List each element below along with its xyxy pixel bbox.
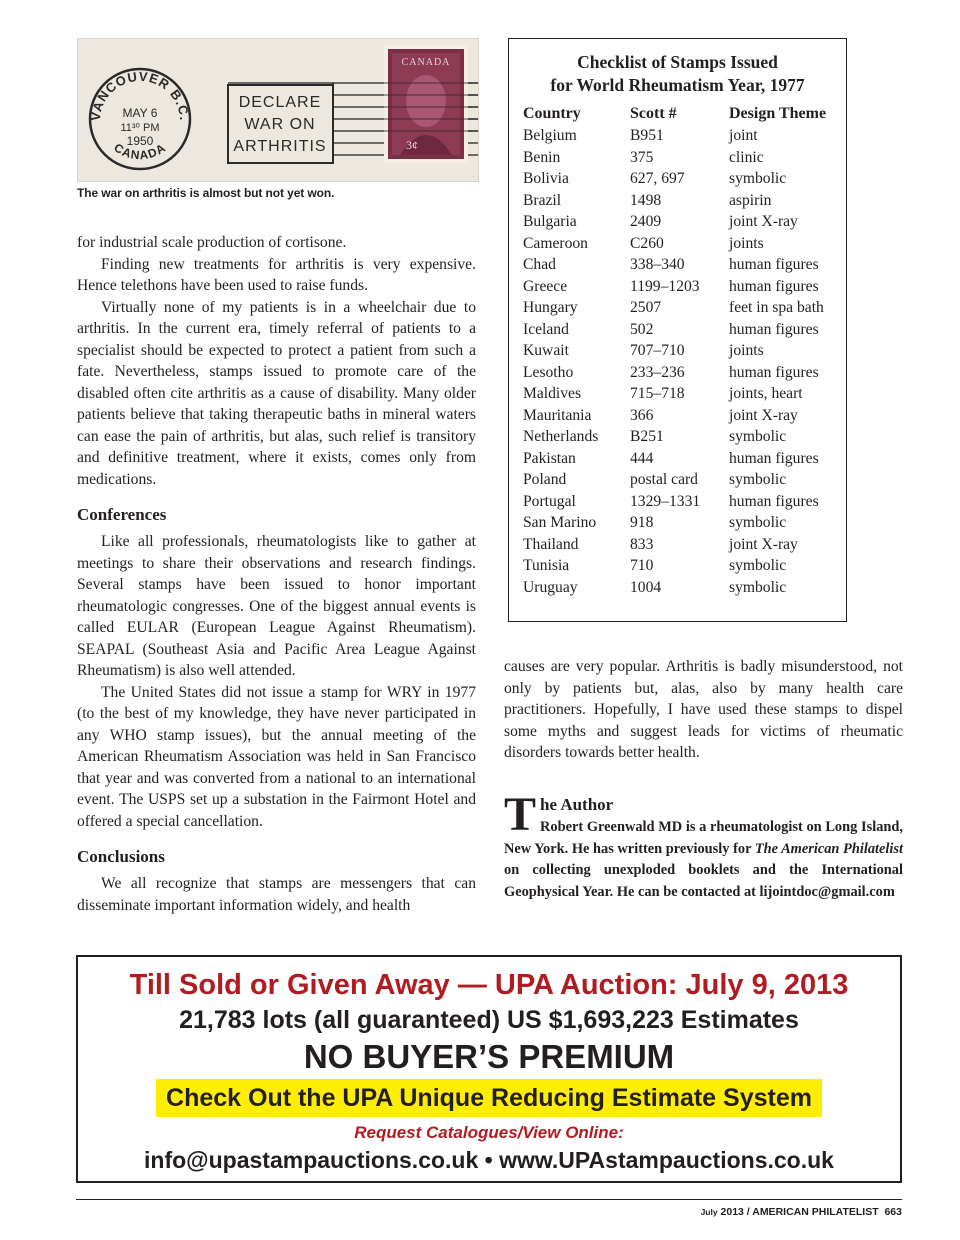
cell-country: Bolivia <box>523 170 569 187</box>
slogan-line-1: DECLARE <box>238 94 322 111</box>
cell-country: Poland <box>523 471 567 488</box>
paragraph: Finding new treatments for arthritis is very expensive. Hence telethons have been used to raise funds. <box>77 255 476 294</box>
table-row <box>523 534 826 556</box>
cell-design-theme: joints <box>729 342 764 359</box>
table-row <box>523 168 826 190</box>
header-scott: Scott # <box>630 105 677 122</box>
cell-country: Benin <box>523 148 561 166</box>
cell-country: Lesotho <box>523 363 574 381</box>
checklist-title <box>509 51 846 97</box>
table-row <box>523 405 826 427</box>
cell-scott-number: 338–340 <box>630 256 685 273</box>
slogan-line-3: ARTHRITIS <box>233 138 327 155</box>
table-row <box>523 448 826 470</box>
cell-design-theme: feet in spa bath <box>729 299 824 316</box>
cell-scott-number: 375 <box>630 148 654 166</box>
section-heading-conferences: Conferences <box>77 505 167 524</box>
cell-country: Iceland <box>523 320 569 338</box>
cell-country: Belgium <box>523 127 577 144</box>
postmark-date: MAY 6 <box>122 106 158 120</box>
cell-country: Brazil <box>523 191 562 209</box>
cell-design-theme: human figures <box>729 363 819 381</box>
postmark-year: 1950 <box>126 134 154 148</box>
author-bio <box>504 787 903 904</box>
ad-contact-links[interactable]: info@upastampauctions.co.uk • www.UPAstampauctions.co.uk <box>144 1147 834 1173</box>
cell-scott-number: 1498 <box>630 191 662 209</box>
table-row <box>523 340 826 362</box>
cell-country: Hungary <box>523 299 578 316</box>
cell-scott-number: 707–710 <box>630 342 685 359</box>
cell-design-theme: symbolic <box>729 514 787 531</box>
cell-country: Pakistan <box>523 449 576 467</box>
table-row <box>523 147 826 169</box>
cell-scott-number: 1004 <box>630 578 662 596</box>
table-row <box>523 491 826 513</box>
cell-scott-number: 1199–1203 <box>630 277 700 295</box>
cell-design-theme: symbolic <box>729 428 787 445</box>
cell-scott-number: 2409 <box>630 213 662 230</box>
paragraph: for industrial scale production of cortisone. <box>77 234 347 251</box>
cell-country: Mauritania <box>523 406 592 424</box>
cell-country: Cameroon <box>523 234 588 252</box>
paragraph: Like all professionals, rheumatologists like to gather at meetings to share their observations and research findings. Several stamps have been issued to honor important rheumatologic congresses. One of the biggest annual events is called EULAR (European League Against Rheumatism). SEAPAL (Southeast Asia and Pacific Area League Against Rheumatism) is also well attended. <box>77 533 476 679</box>
section-heading-conclusions: Conclusions <box>77 847 165 866</box>
cover-caption: The war on arthritis is almost but not yet won. <box>77 186 335 200</box>
table-row <box>523 211 826 233</box>
postmark-country: CANADA <box>111 140 169 163</box>
table-row <box>523 276 826 298</box>
header-country: Country <box>523 105 581 122</box>
checklist-title-line-2: for World Rheumatism Year, 1977 <box>550 75 805 95</box>
cell-scott-number: 627, 697 <box>630 170 685 187</box>
cell-scott-number: 833 <box>630 535 654 553</box>
paragraph: We all recognize that stamps are messengers that can disseminate important information widely, and health <box>77 875 476 914</box>
table-row <box>523 190 826 212</box>
cell-country: Thailand <box>523 535 579 553</box>
postage-stamp <box>384 45 478 163</box>
table-row <box>523 512 826 534</box>
cell-scott-number: B951 <box>630 127 664 144</box>
cell-design-theme: joint <box>729 127 758 144</box>
cell-design-theme: clinic <box>729 148 764 166</box>
cell-scott-number: B251 <box>630 428 664 445</box>
cell-country: San Marino <box>523 514 597 531</box>
cell-country: Netherlands <box>523 428 599 445</box>
cell-country: Kuwait <box>523 342 569 359</box>
cover-image <box>77 38 479 182</box>
table-row <box>523 577 826 599</box>
cell-design-theme: aspirin <box>729 191 772 209</box>
table-row <box>523 254 826 276</box>
author-text: Robert Greenwald MD is a rheumatologist on Long Island, New York. He has written previously for <box>504 819 903 857</box>
cell-country: Bulgaria <box>523 213 577 230</box>
postmark-city: VANCOUVER B.C. <box>87 68 193 122</box>
stamp-country: CANADA <box>401 57 451 68</box>
drop-cap: T <box>504 787 537 841</box>
author-heading: he Author <box>540 794 614 814</box>
cell-scott-number: postal card <box>630 471 698 488</box>
page-number: 663 <box>884 1206 902 1218</box>
stamp-value: 3¢ <box>406 138 418 152</box>
cell-scott-number: 2507 <box>630 299 662 316</box>
paragraph: causes are very popular. Arthritis is badly misunderstood, not only by patients but, alas, also by many health care practitioners. Hopefully, I have used these stamps to dispel some myths and suggest leads for victims of rheumatic disorders towards better health. <box>504 658 903 761</box>
cell-scott-number: 918 <box>630 514 654 531</box>
cell-design-theme: joint X-ray <box>729 213 798 230</box>
table-row <box>523 125 826 147</box>
cell-scott-number: 715–718 <box>630 385 685 402</box>
cell-design-theme: human figures <box>729 256 819 273</box>
cell-design-theme: joint X-ray <box>729 406 798 424</box>
cell-design-theme: human figures <box>729 320 819 338</box>
right-column <box>504 656 903 903</box>
table-header-row <box>523 103 826 125</box>
cell-country: Greece <box>523 277 568 295</box>
checklist-table <box>523 103 826 598</box>
author-text: on collecting unexploded booklets and the International Geophysical Year. He can be contacted at lijointdoc@gmail.com <box>504 862 903 900</box>
cell-country: Uruguay <box>523 578 578 596</box>
cell-design-theme: human figures <box>729 449 819 467</box>
cell-scott-number: 444 <box>630 449 654 467</box>
ad-lots-estimates: 21,783 lots (all guaranteed) US $1,693,223 Estimates <box>179 1006 799 1034</box>
table-row <box>523 469 826 491</box>
slogan-line-2: WAR ON <box>244 116 316 133</box>
cell-scott-number: 233–236 <box>630 363 685 381</box>
checklist-sidebar <box>508 38 847 622</box>
cell-country: Tunisia <box>523 557 570 574</box>
table-row <box>523 426 826 448</box>
cell-design-theme: joints, heart <box>729 385 803 402</box>
left-column <box>77 232 476 916</box>
table-row <box>523 297 826 319</box>
ad-no-premium: NO BUYER’S PREMIUM <box>303 1038 675 1075</box>
ad-headline: Till Sold or Given Away — UPA Auction: July 9, 2013 <box>129 969 849 1001</box>
paragraph: Virtually none of my patients is in a wheelchair due to arthritis. In the current era, timely referral of patients to a specialist should be expected to protect a patient from such a fate. Nevertheless, stamps issued to promote care of the disabled often cite arthritis as a cause of disability. Many older patients believe that taking therapeutic baths in mineral waters can ease the pain of arthritis, but alas, such relief is transitory and definitive treatment, where it exists, comes only from medications. <box>77 298 476 488</box>
cell-scott-number: 502 <box>630 320 654 338</box>
cell-scott-number: 1329–1331 <box>630 492 701 510</box>
table-row <box>523 319 826 341</box>
table-row <box>523 362 826 384</box>
cell-country: Maldives <box>523 385 582 402</box>
page-footer <box>701 1206 902 1218</box>
cell-design-theme: symbolic <box>729 557 787 574</box>
cell-design-theme: human figures <box>729 492 819 510</box>
cell-design-theme: joints <box>729 234 764 252</box>
cell-country: Chad <box>523 256 556 273</box>
ad-highlight: Check Out the UPA Unique Reducing Estimate System <box>156 1079 822 1117</box>
footer-publication: 2013 / AMERICAN PHILATELIST <box>717 1206 879 1218</box>
footer-rule <box>76 1199 902 1200</box>
cell-design-theme: symbolic <box>729 578 787 596</box>
cell-design-theme: joint X-ray <box>729 535 798 553</box>
table-row <box>523 383 826 405</box>
cover-illustration <box>78 39 478 181</box>
auction-advertisement <box>76 955 902 1183</box>
cell-design-theme: symbolic <box>729 170 787 187</box>
checklist-title-line-1: Checklist of Stamps Issued <box>577 52 778 72</box>
postmark-time: 11³⁰ PM <box>120 122 160 134</box>
cell-scott-number: 366 <box>630 406 654 424</box>
cell-country: Portugal <box>523 492 576 510</box>
table-row <box>523 555 826 577</box>
cell-scott-number: 710 <box>630 557 654 574</box>
paragraph: The United States did not issue a stamp for WRY in 1977 (to the best of my knowledge, they have never participated in any WHO stamp issues), but the annual meeting of the American Rheumatism Association was held in San Francisco that year and was converted from a national to an international event. The USPS set up a substation in the Fairmont Hotel and offered a special cancellation. <box>77 683 476 830</box>
cell-scott-number: C260 <box>630 234 664 252</box>
footer-month: July <box>700 1207 718 1217</box>
publication-title: The American Philatelist <box>754 840 903 857</box>
header-design-theme: Design Theme <box>729 105 827 122</box>
ad-request-catalogues: Request Catalogues/View Online: <box>354 1123 624 1142</box>
table-row <box>523 233 826 255</box>
cell-design-theme: symbolic <box>729 471 787 488</box>
cell-design-theme: human figures <box>729 277 819 295</box>
